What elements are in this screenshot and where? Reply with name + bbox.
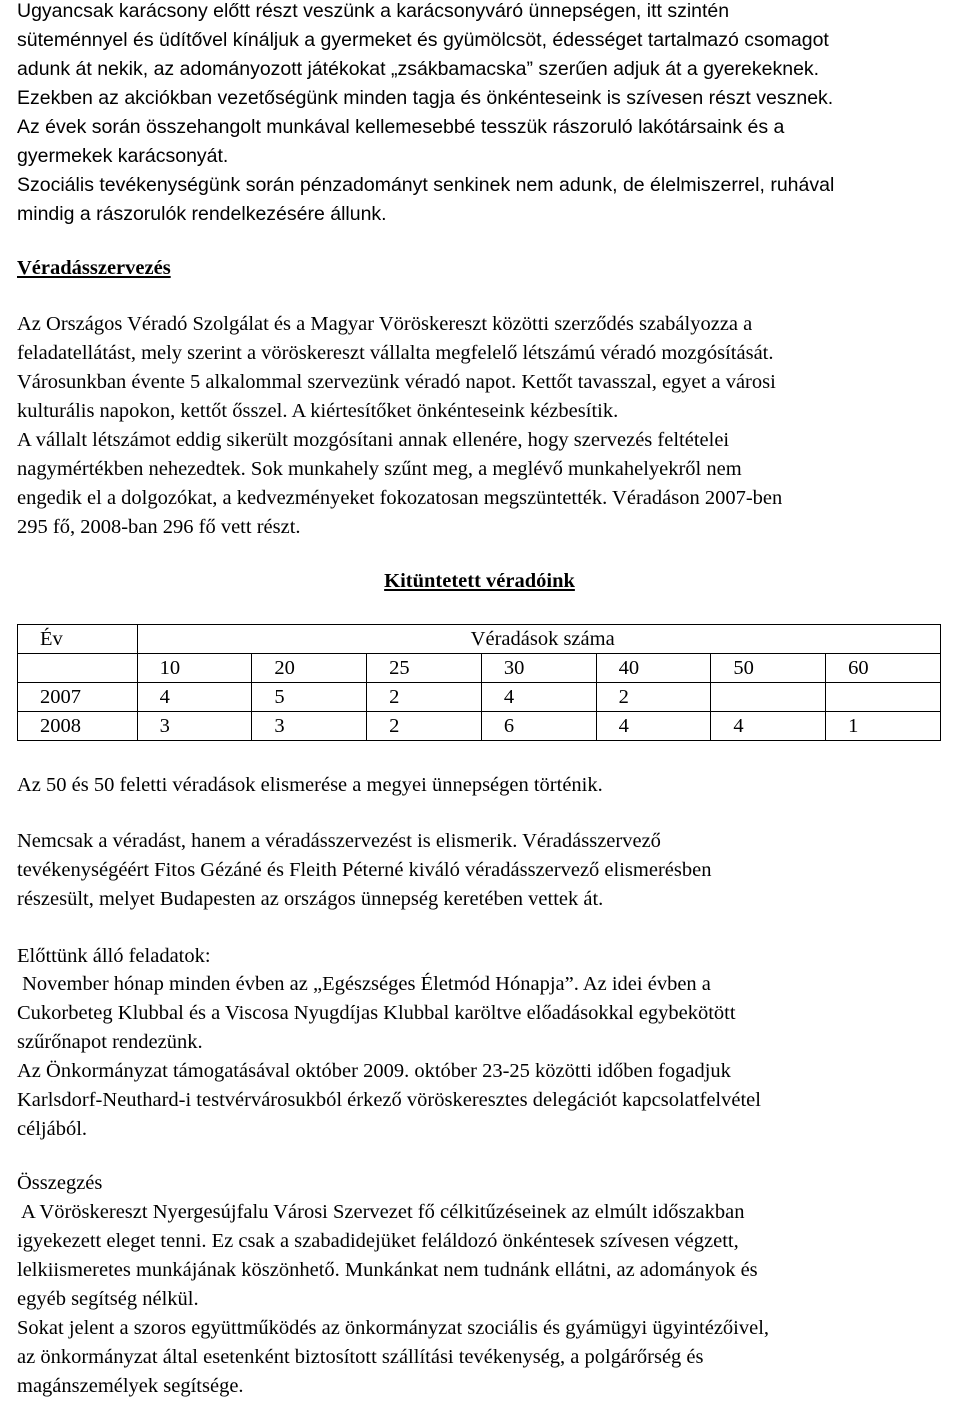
table-row bbox=[18, 683, 941, 712]
table-cell: 6 bbox=[481, 712, 596, 741]
text-line: részesült, melyet Budapesten az országos ünnepség keretében vettek át. bbox=[17, 888, 604, 910]
table-cell: 2 bbox=[596, 683, 711, 712]
tasks-paragraph bbox=[17, 970, 952, 1144]
table-cell-empty bbox=[18, 654, 138, 683]
section-heading-feladatok: Előttünk álló feladatok: bbox=[17, 945, 211, 967]
table-cell: 1 bbox=[826, 712, 941, 741]
section-heading-veradasszervezes: Véradásszervezés bbox=[17, 257, 171, 279]
text-line: A vállalt létszámot eddig sikerült mozgósítani annak ellenére, hogy szervezés feltételei bbox=[17, 429, 730, 451]
text-line: Városunkban évente 5 alkalommal szervezünk véradó napot. Kettőt tavasszal, egyet a városi bbox=[17, 371, 776, 393]
text-line: Az évek során összehangolt munkával kellemesebbé tesszük rászoruló lakótársaink és a bbox=[17, 116, 785, 138]
table-year-cell: 2008 bbox=[18, 712, 138, 741]
table-cell bbox=[826, 683, 941, 712]
table-row bbox=[18, 712, 941, 741]
text-line: Cukorbeteg Klubbal és a Viscosa Nyugdíjas Klubbal karöltve előadásokkal egybekötött bbox=[17, 1002, 736, 1024]
text-line: feladatellátást, mely szerint a vöröskereszt vállalta megfelelő létszámú véradó mozgósítását. bbox=[17, 342, 774, 364]
text-line: szűrőnapot rendezünk. bbox=[17, 1031, 203, 1053]
table-threshold-cell: 20 bbox=[252, 654, 367, 683]
text-line: Karlsdorf-Neuthard-i testvérvárosukból érkező vöröskeresztes delegációt kapcsolatfelvétel bbox=[17, 1089, 761, 1111]
table-year-cell: 2007 bbox=[18, 683, 138, 712]
text-line: Ugyancsak karácsony előtt részt veszünk a karácsonyváró ünnepségen, itt szintén bbox=[17, 0, 730, 22]
intro-paragraph bbox=[17, 0, 952, 229]
text-line: 295 fő, 2008-ban 296 fő vett részt. bbox=[17, 516, 301, 538]
veradas-paragraph bbox=[17, 310, 952, 542]
text-line: tevékenységéért Fitos Gézáné és Fleith Péterné kiváló véradásszervező elismerésben bbox=[17, 859, 712, 881]
table-threshold-cell: 25 bbox=[367, 654, 482, 683]
recognition-paragraph bbox=[17, 827, 952, 914]
table-header-count: Véradások száma bbox=[137, 625, 940, 654]
text-line: Az Önkormányzat támogatásával október 2009. október 23-25 közötti időben fogadjuk bbox=[17, 1060, 731, 1082]
table-cell: 2 bbox=[367, 683, 482, 712]
section-heading-kituntetett-veradoink: Kitüntetett véradóink bbox=[384, 570, 575, 592]
table-cell: 4 bbox=[596, 712, 711, 741]
text-line: Az Országos Véradó Szolgálat és a Magyar Vöröskereszt közötti szerződés szabályozza a bbox=[17, 313, 753, 335]
text-line: igyekezett eleget tenni. Ez csak a szabadidejüket feláldozó önkéntesek szívesen végzett, bbox=[17, 1230, 739, 1252]
text-line: az önkormányzat által esetenként biztosított szállítási tevékenység, a polgárőrség és bbox=[17, 1346, 704, 1368]
text-line: egyéb segítség nélkül. bbox=[17, 1288, 199, 1310]
table-threshold-cell: 60 bbox=[826, 654, 941, 683]
text-line: engedik el a dolgozókat, a kedvezményeket fokozatosan megszüntették. Véradáson 2007-ben bbox=[17, 487, 783, 509]
text-line: lelkiismeretes munkájának köszönhető. Munkánkat nem tudnánk ellátni, az adományok és bbox=[17, 1259, 758, 1281]
text-line: adunk át nekik, az adományozott játékokat „zsákbamacska” szerűen adjuk át a gyerekeknek. bbox=[17, 58, 820, 80]
text-line: nagymértékben nehezedtek. Sok munkahely szűnt meg, a meglévő munkahelyekről nem bbox=[17, 458, 742, 480]
text-line: süteménnyel és üdítővel kínáljuk a gyermeket és gyümölcsöt, édességet tartalmazó csomagot bbox=[17, 29, 829, 51]
text-line: kulturális napokon, kettőt ősszel. A kiértesítőket önkénteseink kézbesítik. bbox=[17, 400, 619, 422]
table-cell: 3 bbox=[252, 712, 367, 741]
section-heading-osszegzes: Összegzés bbox=[17, 1172, 103, 1194]
table-cell: 2 bbox=[367, 712, 482, 741]
summary-paragraph bbox=[17, 1198, 952, 1401]
table-threshold-row bbox=[18, 654, 941, 683]
table-threshold-cell: 50 bbox=[711, 654, 826, 683]
text-line: November hónap minden évben az „Egészséges Életmód Hónapja”. Az idei évben a bbox=[17, 973, 711, 995]
table-threshold-cell: 10 bbox=[137, 654, 252, 683]
donors-table bbox=[17, 624, 941, 741]
table-cell: 4 bbox=[137, 683, 252, 712]
table-threshold-cell: 40 bbox=[596, 654, 711, 683]
text-line: céljából. bbox=[17, 1118, 88, 1140]
text-line: mindig a rászorulók rendelkezésére állunk. bbox=[17, 203, 387, 225]
table-header-row bbox=[18, 625, 941, 654]
table-cell: 4 bbox=[711, 712, 826, 741]
table-cell: 5 bbox=[252, 683, 367, 712]
text-line: gyermekek karácsonyát. bbox=[17, 145, 229, 167]
table-header-year: Év bbox=[18, 625, 138, 654]
table-cell bbox=[711, 683, 826, 712]
text-line: A Vöröskereszt Nyergesújfalu Városi Szervezet fő célkitűzéseinek az elmúlt időszakban bbox=[17, 1201, 745, 1223]
text-line: Szociális tevékenységünk során pénzadományt senkinek nem adunk, de élelmiszerrel, ruhával bbox=[17, 174, 835, 196]
text-line: magánszemélyek segítsége. bbox=[17, 1375, 244, 1397]
donors-note: Az 50 és 50 feletti véradások elismerése a megyei ünnepségen történik. bbox=[17, 774, 603, 796]
text-line: Sokat jelent a szoros együttműködés az önkormányzat szociális és gyámügyi ügyintézőivel, bbox=[17, 1317, 770, 1339]
table-cell: 3 bbox=[137, 712, 252, 741]
table-cell: 4 bbox=[481, 683, 596, 712]
text-line: Ezekben az akciókban vezetőségünk minden tagja és önkénteseink is szívesen részt vesznek. bbox=[17, 87, 834, 109]
text-line: Nemcsak a véradást, hanem a véradásszervezést is elismerik. Véradásszervező bbox=[17, 830, 661, 852]
table-threshold-cell: 30 bbox=[481, 654, 596, 683]
